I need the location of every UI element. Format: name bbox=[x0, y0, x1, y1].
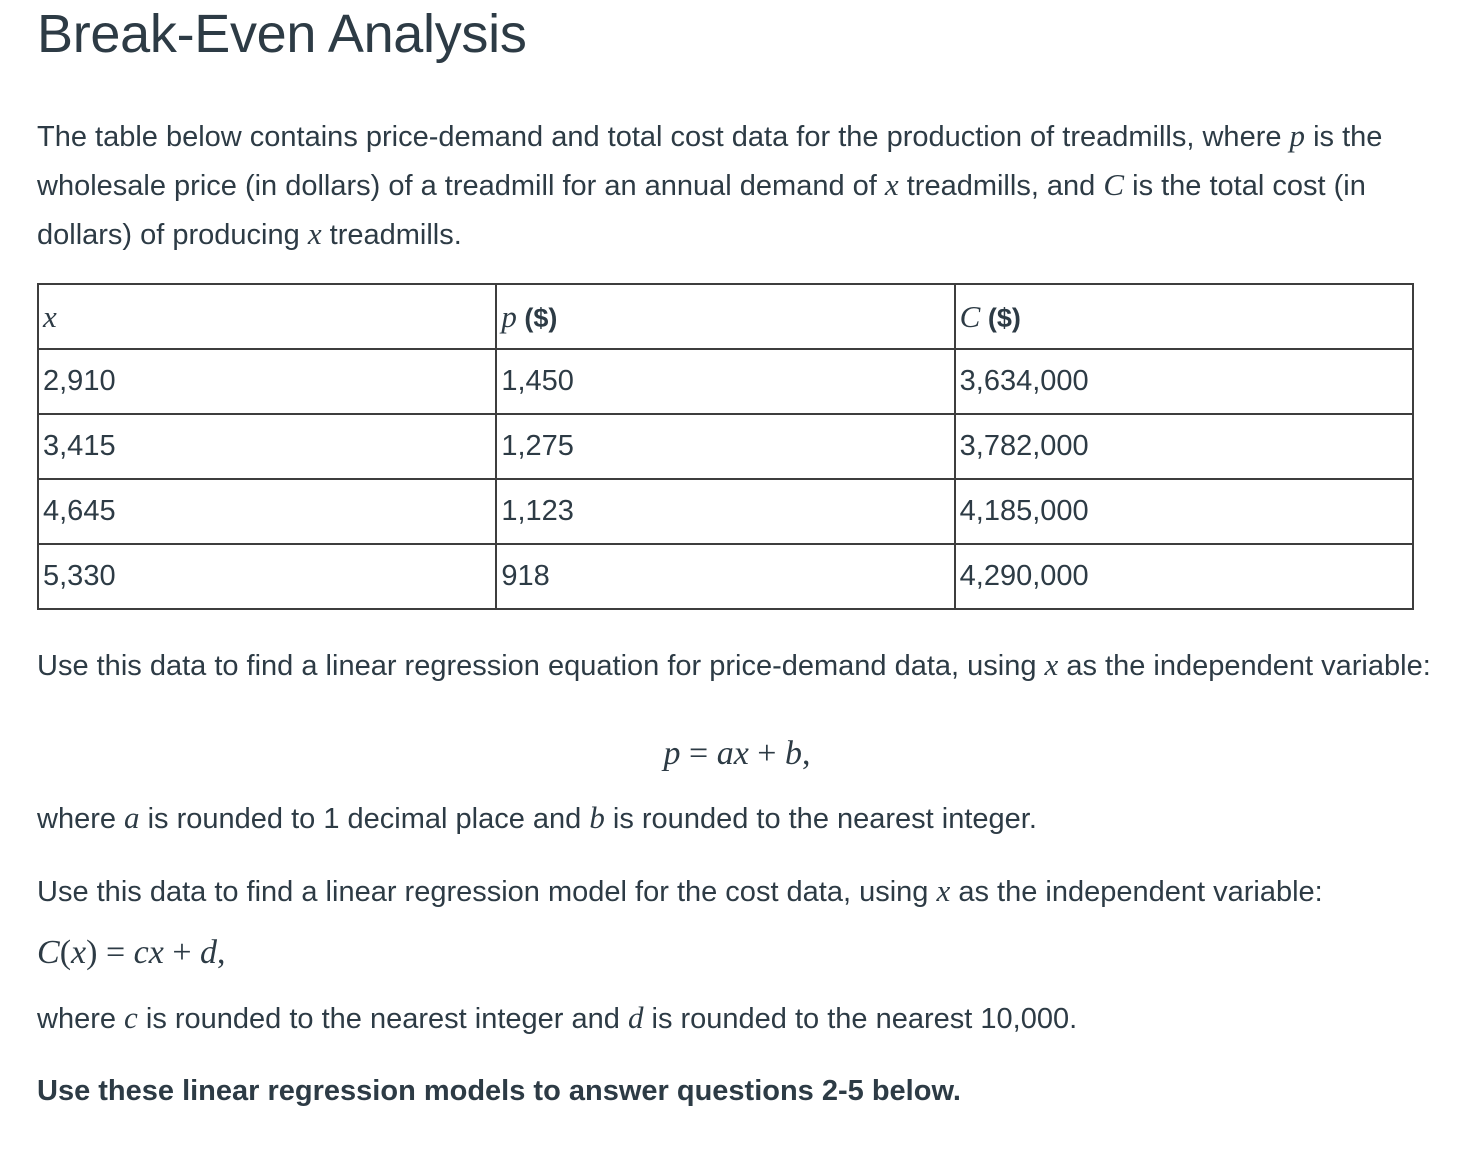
cell-p: 1,123 bbox=[496, 479, 954, 544]
var-b: b bbox=[589, 800, 605, 835]
table-row bbox=[38, 414, 1413, 479]
cell-p: 1,275 bbox=[496, 414, 954, 479]
table-row bbox=[38, 349, 1413, 414]
table-header-row bbox=[38, 284, 1413, 349]
rounding-note-cd: where c is rounded to the nearest integer and d is rounded to the nearest 10,000. bbox=[37, 1000, 1078, 1035]
intro-paragraph bbox=[37, 112, 1447, 259]
intro-text-4: is the total cost (in dollars) of producing bbox=[37, 170, 1366, 251]
cell-x: 3,415 bbox=[38, 414, 496, 479]
var-C: C bbox=[1103, 167, 1125, 202]
var-x: x bbox=[307, 216, 322, 251]
cell-C: 4,290,000 bbox=[955, 544, 1413, 609]
cell-C: 3,782,000 bbox=[955, 414, 1413, 479]
var-x: x bbox=[1044, 647, 1059, 682]
var-p: p bbox=[1289, 118, 1306, 153]
cell-C: 4,185,000 bbox=[955, 479, 1413, 544]
intro-text-1: The table below contains price-demand and total cost data for the production of treadmills, where bbox=[37, 121, 1290, 153]
question-cost: Use this data to find a linear regression model for the cost data, using x as the independent variable: bbox=[37, 873, 1323, 908]
page-title: Break-Even Analysis bbox=[37, 4, 527, 64]
intro-text-3: treadmills, and bbox=[898, 170, 1104, 202]
table-row bbox=[38, 544, 1413, 609]
header-C: C ($) bbox=[955, 284, 1413, 349]
intro-text-2: is the wholesale price (in dollars) of a treadmill for an annual demand of bbox=[37, 121, 1383, 202]
instruction-bold: Use these linear regression models to answer questions 2-5 below. bbox=[37, 1075, 961, 1107]
equation-price-demand: p = ax + b, bbox=[663, 735, 811, 772]
table-row bbox=[38, 479, 1413, 544]
cell-C: 3,634,000 bbox=[955, 349, 1413, 414]
var-x: x bbox=[936, 873, 951, 908]
cell-p: 918 bbox=[496, 544, 954, 609]
rounding-note-ab: where a is rounded to 1 decimal place and b is rounded to the nearest integer. bbox=[37, 800, 1037, 835]
intro-text-5: treadmills. bbox=[321, 219, 462, 251]
var-a: a bbox=[124, 800, 140, 835]
page-content bbox=[37, 0, 1447, 1115]
equation-cost: C(x) = cx + d, bbox=[37, 934, 226, 971]
cell-x: 2,910 bbox=[38, 349, 496, 414]
header-x: x bbox=[38, 284, 496, 349]
question-price-demand: Use this data to find a linear regression equation for price-demand data, using x as the independent variable: bbox=[37, 647, 1431, 682]
cell-x: 4,645 bbox=[38, 479, 496, 544]
var-c: c bbox=[124, 1000, 138, 1035]
var-d: d bbox=[627, 1000, 644, 1035]
var-x: x bbox=[884, 167, 899, 202]
data-table bbox=[37, 283, 1414, 610]
cell-p: 1,450 bbox=[496, 349, 954, 414]
cell-x: 5,330 bbox=[38, 544, 496, 609]
header-p: p ($) bbox=[496, 284, 954, 349]
